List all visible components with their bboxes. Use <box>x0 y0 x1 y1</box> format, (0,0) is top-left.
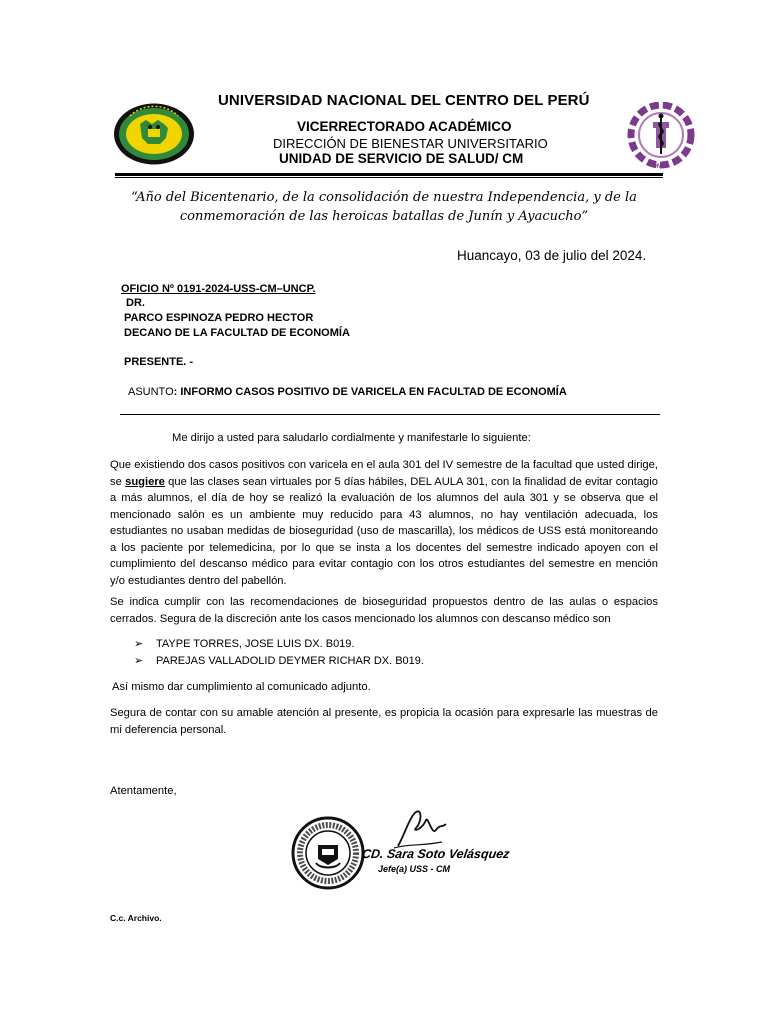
student-2: PAREJAS VALLADOLID DEYMER RICHAR DX. B019. <box>156 655 424 667</box>
paragraph-4: Segura de contar con su amable atención al presente, es propicia la ocasión para expresarle las muestras de mi deferencia personal. <box>110 707 658 736</box>
greeting: Me dirijo a usted para saludarlo cordialmente y manifestarle lo siguiente: <box>172 432 531 444</box>
direccion-title: DIRECCIÓN DE BIENESTAR UNIVERSITARIO <box>273 136 548 151</box>
unidad-title: UNIDAD DE SERVICIO DE SALUD/ CM <box>279 151 524 166</box>
paragraph-3: Así mismo dar cumplimiento al comunicado adjunto. <box>112 681 371 693</box>
list-item <box>134 653 424 670</box>
signatory-role: Jefe(a) USS - CM <box>378 864 451 874</box>
arrow-bullet-icon: ➢ <box>134 638 144 650</box>
subject-label: ASUNTO <box>128 386 174 398</box>
paragraph-2: Se indica cumplir con las recomendaciones de bioseguridad propuestos dentro de las aulas o espacios cerrados. Segura de la discreción ante los casos mencionado los alumnos con descanso médico son <box>110 596 658 625</box>
header-divider-thin <box>115 177 663 178</box>
signatory-name: CD. Sara Soto Velásquez <box>361 847 511 861</box>
official-stamp-seal-icon <box>290 815 366 891</box>
letter-date: Huancayo, 03 de julio del 2024. <box>457 248 647 263</box>
paragraph-1 <box>110 457 658 589</box>
year-slogan <box>110 188 658 226</box>
paragraph-1-emphasis: sugiere <box>125 475 165 488</box>
students-list <box>134 636 424 670</box>
subject-line <box>128 386 567 398</box>
handwritten-signature-icon <box>392 806 452 852</box>
slogan-line-1: “Año del Bicentenario, de la consolidación de nuestra Independencia, y de la <box>131 190 637 205</box>
university-name: UNIVERSIDAD NACIONAL DEL CENTRO DEL PERÚ <box>218 92 590 109</box>
recipient-title: DR. <box>126 297 145 309</box>
presente-label: PRESENTE. - <box>124 356 194 368</box>
cc-archive: C.c. Archivo. <box>110 913 162 923</box>
subject-text: : INFORMO CASOS POSITIVO DE VARICELA EN FACULTAD DE ECONOMÍA <box>173 386 567 398</box>
uncp-seal-logo-icon <box>112 102 196 166</box>
arrow-bullet-icon: ➢ <box>134 655 144 667</box>
oficio-number: OFICIO Nº 0191-2024-USS-CM–UNCP. <box>121 283 316 295</box>
vicerrectorado-title: VICERRECTORADO ACADÉMICO <box>297 119 512 134</box>
recipient-position: DECANO DE LA FACULTAD DE ECONOMÍA <box>124 327 350 339</box>
student-1: TAYPE TORRES, JOSE LUIS DX. B019. <box>156 638 355 650</box>
closing: Atentamente, <box>110 785 177 797</box>
header-divider <box>115 173 663 176</box>
subject-divider <box>120 414 660 415</box>
slogan-line-2: conmemoración de las heroicas batallas de Junín y Ayacucho” <box>179 209 589 224</box>
paragraph-1-part-b: que las clases sean virtuales por 5 días hábiles, DEL AULA 301, con la finalidad de evitar contagio a más alumnos, el día de hoy se realizó la evaluación de los alumnos del aula 301 y se observa que el mencionado salón es un ambiente muy reducido para 43 alumnos, no hay ventilación adecuada, los estudiantes no usaban medidas de bioseguridad (uso de mascarilla), los médicos de USS está monitoreando a los paciente por telemedicina, por lo que se insta a los docentes del semestre indicado apoyen con el cumplimiento del descanso médico para evitar contagio con los otros estudiantes del semestre en mención y/o estudiantes dentro del pabellón. <box>110 475 658 587</box>
medical-caduceus-logo-icon <box>626 102 696 172</box>
list-item <box>134 636 424 653</box>
paragraph-1-part-a: Que existiendo dos casos positivos con varicela en el aula 301 del IV semestre de la facultad que usted dirige, se <box>110 459 658 488</box>
svg-text:UNCP: UNCP <box>652 164 670 170</box>
recipient-name: PARCO ESPINOZA PEDRO HECTOR <box>124 312 314 324</box>
